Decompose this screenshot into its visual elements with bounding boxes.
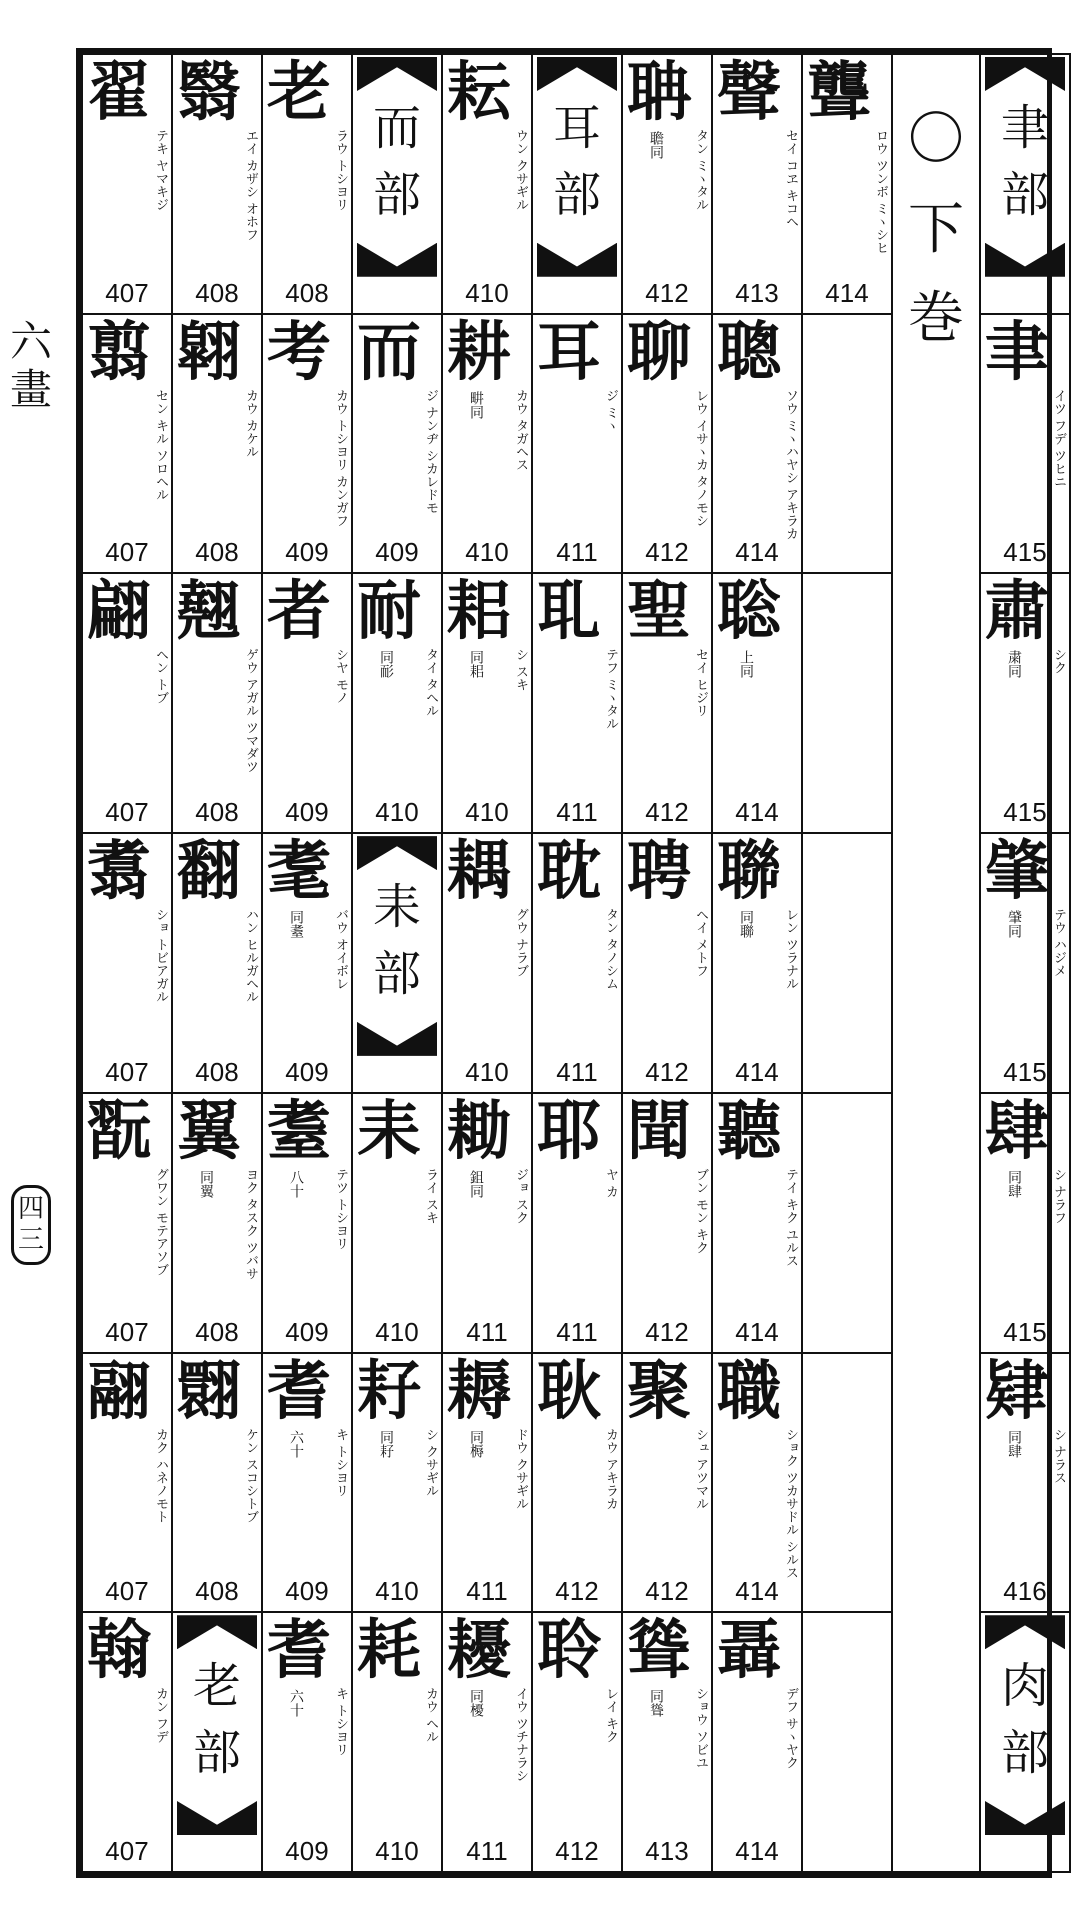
reading-annotation: ヘイ メトフ — [693, 908, 708, 978]
page-reference: 408 — [195, 1316, 239, 1347]
variant-note: 鉏同 — [468, 1169, 484, 1198]
kanji-entry: 聯 — [717, 834, 781, 910]
reading-annotation: ヘン トブ — [153, 648, 168, 705]
reading-annotation: レン ツラナル — [783, 908, 798, 991]
index-cell — [622, 54, 712, 314]
kanji-entry: 翩 — [87, 574, 151, 650]
reading-annotation: シ ナラス — [1051, 1427, 1066, 1484]
index-cell — [172, 1093, 262, 1353]
reading-annotation: イツ フデ ツヒニ — [1051, 388, 1066, 488]
index-cell — [802, 1612, 892, 1872]
page-reference: 412 — [645, 1316, 689, 1347]
page-reference: 409 — [375, 537, 419, 568]
page-reference: 409 — [285, 1576, 329, 1607]
kanji-entry: 聲 — [717, 55, 781, 130]
index-cell — [352, 1353, 442, 1613]
kanji-entry: 聡 — [717, 574, 781, 650]
index-cell — [82, 314, 172, 574]
reading-annotation: ジ ナンヂ シカレドモ — [423, 388, 438, 514]
radical-name: 聿 部 — [1000, 100, 1049, 224]
radical-marker-bottom — [357, 243, 437, 277]
page-reference: 410 — [465, 797, 509, 828]
index-cell — [980, 1612, 1070, 1872]
index-cell — [172, 54, 262, 314]
page-reference: 409 — [285, 1836, 329, 1866]
index-cell — [622, 314, 712, 574]
kanji-entry: 而 — [357, 314, 421, 390]
page-reference: 408 — [195, 537, 239, 568]
index-cell — [712, 314, 802, 574]
kanji-entry: 翫 — [87, 1093, 151, 1169]
reading-annotation: セイ ヒジリ — [693, 648, 708, 718]
reading-annotation: バウ オイボレ — [333, 908, 348, 991]
index-cell — [262, 1093, 352, 1353]
reading-annotation: テツ トシヨリ — [333, 1167, 348, 1250]
variant-note: 同肆 — [1006, 1169, 1022, 1198]
variant-note: 同耋 — [288, 910, 304, 939]
variant-note: 同聳 — [648, 1689, 664, 1718]
page-reference: 409 — [285, 1056, 329, 1087]
reading-annotation: デフ サヽヤク — [783, 1687, 798, 1770]
kanji-entry: 聆 — [537, 1613, 601, 1689]
kanji-entry: 耆 — [267, 1353, 331, 1429]
kanji-entry: 聚 — [627, 1353, 691, 1429]
radical-marker-bottom — [177, 1801, 257, 1835]
index-cell — [532, 54, 622, 314]
page-number-badge — [6, 1185, 56, 1265]
reading-annotation: タン タノシム — [603, 908, 618, 991]
variant-note: 同櫌 — [468, 1689, 484, 1718]
reading-annotation: テフ ミヽタル — [603, 648, 618, 731]
kanji-entry: 耡 — [447, 1093, 511, 1169]
kanji-entry: 耋 — [267, 1093, 331, 1169]
variant-note: 上同 — [738, 650, 754, 679]
radical-name: 老 部 — [192, 1658, 241, 1782]
reading-annotation: ロウ ツンボ ミヽシヒ — [873, 129, 888, 255]
index-cell — [82, 833, 172, 1093]
variant-note: 同肆 — [1006, 1429, 1022, 1458]
index-cell — [262, 1612, 352, 1872]
index-cell — [442, 573, 532, 833]
index-cell — [82, 1612, 172, 1872]
page-reference: 407 — [105, 277, 149, 308]
index-cell — [622, 833, 712, 1093]
reading-annotation: ショク ツカサドル シルス — [783, 1427, 798, 1579]
index-cell — [802, 54, 892, 314]
index-cell — [262, 54, 352, 314]
index-cell — [980, 833, 1070, 1093]
page-reference: 411 — [556, 1056, 598, 1087]
reading-annotation: ヨク タスク ツバサ — [243, 1167, 258, 1281]
index-cell — [712, 1353, 802, 1613]
kanji-entry: 翹 — [177, 574, 241, 650]
reading-annotation: シク — [1051, 648, 1066, 675]
radical-name: 耳 部 — [552, 100, 601, 224]
reading-annotation: ウン クサギル — [513, 129, 528, 212]
kanji-entry: 耴 — [537, 574, 601, 650]
kanji-entry: 耦 — [447, 834, 511, 910]
page-reference: 414 — [735, 1836, 779, 1866]
kanji-entry: 翾 — [177, 1353, 241, 1429]
volume-label: 〇 下 巻 — [908, 107, 964, 352]
index-cell — [712, 1612, 802, 1872]
kanji-entry: 翥 — [87, 834, 151, 910]
reading-annotation: タン ミヽタル — [693, 129, 708, 212]
radical-marker-top — [985, 57, 1065, 91]
variant-note: 同耔 — [378, 1429, 394, 1458]
radical-marker-bottom — [985, 243, 1065, 277]
index-cell — [532, 833, 622, 1093]
reading-annotation: ショウ ソビユ — [693, 1687, 708, 1770]
page-reference: 411 — [466, 1836, 508, 1866]
variant-note: 同槈 — [468, 1429, 484, 1458]
reading-annotation: ライ スキ — [423, 1167, 438, 1224]
radical-header — [981, 1613, 1069, 1871]
index-cell — [532, 1093, 622, 1353]
page-reference: 412 — [645, 797, 689, 828]
index-cell — [802, 1093, 892, 1353]
reading-annotation: ジ ミヽ — [603, 388, 618, 432]
reading-annotation: カウ ヘル — [423, 1687, 438, 1744]
page-reference: 413 — [735, 277, 779, 308]
kanji-entry: 肇 — [985, 834, 1049, 910]
index-cell — [82, 1353, 172, 1613]
kanji-entry: 耿 — [537, 1353, 601, 1429]
reading-annotation: カウ タガヘス — [513, 388, 528, 471]
kanji-entry: 聃 — [627, 55, 691, 130]
reading-annotation: シュ アツマル — [693, 1427, 708, 1510]
reading-annotation: グウ ナラブ — [513, 908, 528, 978]
radical-marker-bottom — [985, 1801, 1065, 1835]
reading-annotation: レイ キク — [603, 1687, 618, 1744]
kanji-entry: 肆 — [985, 1093, 1049, 1169]
reading-annotation: カク ハネノモト — [153, 1427, 168, 1523]
index-cell — [442, 1612, 532, 1872]
index-cell — [442, 314, 532, 574]
index-cell — [352, 573, 442, 833]
index-cell — [172, 573, 262, 833]
index-cell — [712, 54, 802, 314]
page-reference: 408 — [195, 1056, 239, 1087]
variant-note: 同聯 — [738, 910, 754, 939]
index-cell — [980, 1093, 1070, 1353]
page-reference: 415 — [1003, 1056, 1047, 1087]
kanji-entry: 聶 — [717, 1613, 781, 1689]
page-reference: 412 — [645, 1056, 689, 1087]
kanji-entry: 聖 — [627, 574, 691, 650]
page-reference: 412 — [555, 1836, 599, 1866]
page-reference: 414 — [825, 277, 869, 308]
index-cell — [82, 54, 172, 314]
index-cell — [622, 1612, 712, 1872]
kanji-entry: 耜 — [447, 574, 511, 650]
kanji-entry: 聽 — [717, 1093, 781, 1169]
page-reference: 408 — [195, 277, 239, 308]
index-cell — [622, 1093, 712, 1353]
radical-marker-bottom — [357, 1022, 437, 1056]
page-reference: 407 — [105, 1316, 149, 1347]
reading-annotation: テウ ハジメ — [1051, 908, 1066, 978]
index-cell — [622, 573, 712, 833]
index-cell — [352, 833, 442, 1093]
reading-annotation: ジョ スク — [513, 1167, 528, 1224]
radical-name: 而 部 — [372, 100, 421, 224]
reading-annotation: シヤ モノ — [333, 648, 348, 705]
page-reference: 408 — [285, 277, 329, 308]
page-reference: 411 — [466, 1316, 508, 1347]
kanji-entry: 耐 — [357, 574, 421, 650]
kanji-entry: 老 — [267, 55, 331, 130]
reading-annotation: シ スキ — [513, 648, 528, 692]
page-reference: 411 — [556, 1316, 598, 1347]
kanji-entry: 翶 — [177, 314, 241, 390]
index-cell — [442, 1353, 532, 1613]
index-cell — [262, 314, 352, 574]
dictionary-index-table — [76, 48, 1066, 1878]
radical-header — [981, 55, 1069, 313]
index-cell — [802, 1353, 892, 1613]
index-cell — [352, 1093, 442, 1353]
index-row — [82, 54, 1070, 314]
reading-annotation: テキ ヤマキジ — [153, 129, 168, 212]
radical-name: 耒 部 — [372, 879, 421, 1003]
index-cell — [802, 833, 892, 1093]
page-reference: 414 — [735, 1576, 779, 1607]
index-grid — [81, 53, 1071, 1873]
page-reference: 407 — [105, 1836, 149, 1866]
page-reference: 412 — [645, 277, 689, 308]
page-reference: 407 — [105, 537, 149, 568]
kanji-entry: 聰 — [717, 314, 781, 390]
reading-annotation: キ トシヨリ — [333, 1427, 348, 1497]
kanji-entry: 翰 — [87, 1613, 151, 1689]
kanji-entry: 耽 — [537, 834, 601, 910]
kanji-entry: 聾 — [807, 55, 871, 130]
page-reference: 416 — [1003, 1576, 1047, 1607]
kanji-entry: 翟 — [87, 55, 151, 130]
reading-annotation: キ トシヨリ — [333, 1687, 348, 1757]
kanji-entry: 耨 — [447, 1353, 511, 1429]
page-reference: 408 — [195, 797, 239, 828]
index-cell — [442, 833, 532, 1093]
index-cell — [980, 1353, 1070, 1613]
kanji-entry: 聞 — [627, 1093, 691, 1169]
kanji-entry: 耔 — [357, 1353, 421, 1429]
reading-annotation: ブン モン キク — [693, 1167, 708, 1255]
kanji-entry: 翼 — [177, 1093, 241, 1169]
reading-annotation: ゲウ アガル ツマダツ — [243, 648, 258, 774]
reading-annotation: テイ キク ユルス — [783, 1167, 798, 1268]
kanji-entry: 耗 — [357, 1613, 421, 1689]
variant-note: 粛同 — [1006, 650, 1022, 679]
page-reference: 415 — [1003, 1316, 1047, 1347]
kanji-entry: 耰 — [447, 1613, 511, 1689]
index-cell — [980, 314, 1070, 574]
page-reference: 414 — [735, 797, 779, 828]
page-reference: 411 — [556, 797, 598, 828]
reading-annotation: ラウ トシヨリ — [333, 129, 348, 212]
reading-annotation: ヤ カ — [603, 1167, 618, 1198]
page-reference: 414 — [735, 537, 779, 568]
index-cell — [980, 54, 1070, 314]
variant-note: 同耜 — [468, 650, 484, 679]
reading-annotation: エイ カザシ オホフ — [243, 129, 258, 242]
page-reference: 412 — [645, 1576, 689, 1607]
page-reference: 413 — [645, 1836, 689, 1866]
kanji-entry: 耘 — [447, 55, 511, 130]
reading-annotation: カウ アキラカ — [603, 1427, 618, 1510]
variant-note: 同耏 — [378, 650, 394, 679]
page-reference: 409 — [285, 797, 329, 828]
reading-annotation: ショ トビアガル — [153, 908, 168, 1004]
index-cell — [82, 573, 172, 833]
kanji-entry: 聿 — [985, 314, 1049, 390]
page-reference: 408 — [195, 1576, 239, 1607]
kanji-entry: 翮 — [87, 1353, 151, 1429]
variant-note: 同翼 — [198, 1169, 214, 1198]
page-reference: 410 — [465, 1056, 509, 1087]
reading-annotation: シ クサギル — [423, 1427, 438, 1497]
kanji-entry: 聳 — [627, 1613, 691, 1689]
kanji-entry: 耒 — [357, 1093, 421, 1169]
index-cell — [442, 1093, 532, 1353]
index-cell — [532, 314, 622, 574]
reading-annotation: ソウ ミヽハヤシ アキラカ — [783, 388, 798, 540]
kanji-entry: 者 — [267, 574, 331, 650]
kanji-entry: 肅 — [985, 574, 1049, 650]
page-reference: 407 — [105, 1056, 149, 1087]
page-reference: 415 — [1003, 797, 1047, 828]
kanji-entry: 耆 — [267, 1613, 331, 1689]
page-reference: 411 — [556, 537, 598, 568]
page-reference: 415 — [1003, 537, 1047, 568]
kanji-entry: 耕 — [447, 314, 511, 390]
variant-note: 八十 — [288, 1169, 304, 1198]
index-cell — [532, 573, 622, 833]
index-cell — [980, 573, 1070, 833]
kanji-entry: 耄 — [267, 834, 331, 910]
radical-marker-top — [537, 57, 617, 91]
radical-name: 肉 部 — [1000, 1658, 1049, 1782]
index-cell — [442, 54, 532, 314]
index-cell — [712, 833, 802, 1093]
index-cell — [352, 1612, 442, 1872]
index-cell — [802, 314, 892, 574]
page-reference: 409 — [285, 1316, 329, 1347]
index-cell — [622, 1353, 712, 1613]
kanji-entry: 聊 — [627, 314, 691, 390]
index-cell — [172, 833, 262, 1093]
index-cell — [262, 573, 352, 833]
radical-marker-top — [357, 836, 437, 870]
kanji-entry: 翦 — [87, 314, 151, 390]
radical-header — [353, 834, 441, 1092]
reading-annotation: ハン ヒルガヘル — [243, 908, 258, 1004]
index-cell — [802, 573, 892, 833]
kanji-entry: 翳 — [177, 55, 241, 130]
page-number: 四 三 — [11, 1185, 51, 1265]
index-cell — [82, 1093, 172, 1353]
page-reference: 409 — [285, 537, 329, 568]
volume-column — [892, 54, 980, 1872]
reading-annotation: ドウ クサギル — [513, 1427, 528, 1510]
page-reference: 407 — [105, 1576, 149, 1607]
kanji-entry: 考 — [267, 314, 331, 390]
reading-annotation: ケン スコシトブ — [243, 1427, 258, 1523]
radical-marker-top — [357, 57, 437, 91]
page-reference: 412 — [555, 1576, 599, 1607]
radical-header — [173, 1613, 261, 1871]
index-cell — [172, 1612, 262, 1872]
section-title: 六 畫 — [9, 317, 52, 415]
radical-marker-bottom — [537, 243, 617, 277]
variant-note: 畊同 — [468, 390, 484, 419]
page-reference: 411 — [466, 1576, 508, 1607]
kanji-entry: 耳 — [537, 314, 601, 390]
page-reference: 412 — [645, 537, 689, 568]
reading-annotation: カウ トシヨリ カンガフ — [333, 388, 348, 527]
reading-annotation: カウ カケル — [243, 388, 258, 458]
reading-annotation: セン キル ソロヘル — [153, 388, 168, 501]
variant-note: 六十 — [288, 1689, 304, 1718]
reading-annotation: グワン モテアソブ — [153, 1167, 168, 1276]
page-reference: 410 — [375, 1836, 419, 1866]
page-reference: 414 — [735, 1316, 779, 1347]
index-cell — [532, 1353, 622, 1613]
index-cell — [712, 1093, 802, 1353]
reading-annotation: タイ タヘル — [423, 648, 438, 718]
index-cell — [262, 833, 352, 1093]
index-cell — [712, 573, 802, 833]
page-reference: 410 — [375, 797, 419, 828]
radical-header — [533, 55, 621, 313]
page-reference: 410 — [375, 1576, 419, 1607]
variant-note: 肈同 — [1006, 910, 1022, 939]
index-cell — [352, 314, 442, 574]
reading-annotation: レウ イサヽカ タノモシ — [693, 388, 708, 527]
page-reference: 414 — [735, 1056, 779, 1087]
index-cell — [172, 314, 262, 574]
variant-note: 六十 — [288, 1429, 304, 1458]
reading-annotation: イウ ツチナラシ — [513, 1687, 528, 1783]
variant-note: 聸同 — [648, 131, 664, 159]
page-reference: 410 — [375, 1316, 419, 1347]
radical-marker-top — [985, 1615, 1065, 1649]
kanji-entry: 聘 — [627, 834, 691, 910]
reading-annotation: セイ コヱ キコヘ — [783, 129, 798, 229]
page-reference: 410 — [465, 277, 509, 308]
radical-header — [353, 55, 441, 313]
reading-annotation: シ ナラフ — [1051, 1167, 1066, 1224]
page-reference: 407 — [105, 797, 149, 828]
kanji-entry: 耶 — [537, 1093, 601, 1169]
reading-annotation: カン フデ — [153, 1687, 168, 1744]
index-cell — [532, 1612, 622, 1872]
kanji-entry: 職 — [717, 1353, 781, 1429]
index-cell — [262, 1353, 352, 1613]
kanji-entry: 肄 — [985, 1353, 1049, 1429]
kanji-entry: 翻 — [177, 834, 241, 910]
page-reference: 410 — [465, 537, 509, 568]
index-cell — [352, 54, 442, 314]
radical-marker-top — [177, 1615, 257, 1649]
index-cell — [172, 1353, 262, 1613]
